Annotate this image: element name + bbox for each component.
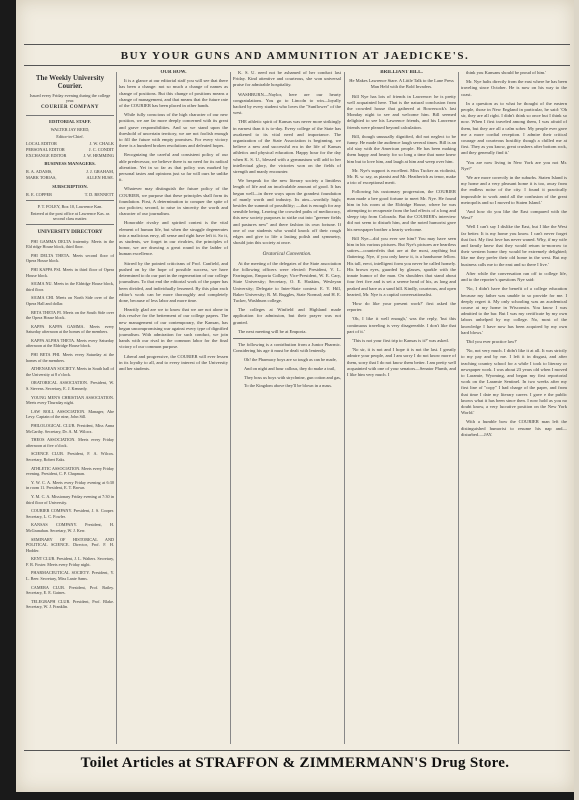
- staff-person: ALLEN HUSE.: [86, 174, 114, 180]
- poem-intro: The following is a contribution from a Junior Pharmic. Considering his age it must be dealt with leniently.: [233, 341, 341, 354]
- paragraph: 'No, not very much. I didn't like it at all. It was strictly to my pay and by me. I left it in disgust, and after teaching country school for a while I took to literary or newspaper work. I was about 23 years old when I moved to Laramie, Wyoming, and began my first reportorial work on the Laramie Sentinel. In two weeks after my first line of "copy" I had charge of the paper, and from that time I date my literary career. I gave e the public knows what it has been since then. I now hold as you no doubt know, a very lucrative position on the New York World.': [461, 348, 567, 416]
- directory-item: PHI KAPPA PSI. Meets in third floor of Opera House block.: [26, 266, 114, 278]
- paragraph: 'And how do you like the East compared with the West?': [461, 209, 567, 221]
- column-masthead: [26, 70, 114, 750]
- directory-item: TELEGRAPH CLUB. President, Prof. Blake. Secretary, W. J. Franklin.: [26, 598, 114, 610]
- page-edge: [574, 0, 579, 800]
- paragraph: Stirred by the pointed criticisms of Prof. Canfield, and pushed on by the hope of possible success, we have determined to do our part in the regeneration of our college journalism. To that end the editorial work of the paper has been divided, and individually lessened. By this plan each editor's work can be more thoroughly and completely done, because of less labor and more time.: [119, 260, 228, 303]
- staff-person: J. W. CHALK: [89, 141, 114, 147]
- directory-item: ATHENAEAN SOCIETY. Meets in South hall of the University at 8 o'clock.: [26, 366, 114, 377]
- paragraph: 'Oh, I like it well enough,' was the reply, 'but this continuous traveling is very disagreeable. I don't like that part of it.': [347, 316, 456, 334]
- directory-item: ORATORICAL ASSOCIATION. President, W. S. Stevens. Secretary, E. J. Kennedy.: [26, 380, 114, 392]
- directory-item: KENT CLUB. President, J. L. Walters. Secretary, F. R. Foster. Meets every Friday night.: [26, 556, 114, 567]
- paragraph: We bespeak for the new literary society a limitless length of life and an incalculable amount of good. It has begun well—in three ways upon the grandest foundation of manly worth and industry. Its aim—worthily high; besides the summit of possibility; —that is enough for any sensible being. Leaving the crowded paths of mediocracy, this new society purposes to strike out into "greener fields and pastures new" and there fashion its own fortune. If one of our students who would knock off their rough edges and give to life a lasting polish and symmetry, should join this society at once.: [233, 178, 341, 246]
- column-rule: [116, 72, 117, 744]
- directory-item: LAW ROLL ASSOCIATION. Manager, Abe Levy. Captain of the nine, John Sill.: [26, 408, 114, 420]
- staff-role: EXCHANGE EDITOR: [26, 152, 67, 158]
- divider: [233, 338, 341, 339]
- paragraph: WASHBURN—Naylor, here are our hearty congratulations. You go to Lincoln to win—loyally backed by every student who loves the "Sunflower" of the west.: [233, 91, 341, 116]
- directory-item: COURIER COMPANY. President, J. S. Cooper. Secretary, L. C. Fowler.: [26, 508, 114, 519]
- paragraph: It is a glance at our editorial staff you will see that there has been a change: not so much a change of names as change of positions. But this change of positions means a change of management, and that means that the future rate of the COURIER has been placed in other hands.: [119, 78, 228, 109]
- paragraph: Bill, though unusually dignified, did not neglect to be funny. He made the audience laugh several times. Bill is an old stay with the American people. He has been making them happy and hearty for so long a time that none knew him but to love him, and laugh at him and weep over him.: [347, 133, 456, 164]
- directory-item: KAPPA ALPHA THETA. Meets every Saturday afternoon at the Eldridge House block.: [26, 337, 114, 349]
- paragraph: Whatever may distinguish the future policy of the COURIER, we purpose that these principles shall form its foundation. First, A determination to conquer the spite of our policies; second, to raise in sincerity the worth and character of our journalism.: [119, 186, 228, 217]
- issue-line: Issued every Friday evening during the college year.: [29, 93, 111, 103]
- convention-heading: Oratorical Convention.: [262, 251, 312, 258]
- staff-role: LOCAL EDITOR: [26, 141, 57, 147]
- business-heading: BUSINESS MANAGERS.: [44, 161, 96, 167]
- divider: [26, 115, 114, 116]
- column-rule: [458, 72, 459, 744]
- paragraph: Bill Nye has lots of friends in Lawrence: he is pretty well acquainted here. That is the natural conclusion from the crowded house that gathered at Bowersock's last Monday night to see and welcome him. Bill seemed delighted to see his Lawrence friends, and his Lawrence friends were pleased beyond calculation.: [347, 93, 456, 130]
- directory-item: KANSAS COMPANY. President, H. McGranahan. Secretary, W. J. Kerr.: [26, 522, 114, 533]
- paragraph: Mr. Nye's support is excellent. Miss Tucker as violinist, Mr. B. w. say, as pianist and Mr. Heatherich as tenor, make a trio of exceptional merit.: [347, 167, 456, 186]
- paragraph: Following his customary progression, the COURIER man made a bee good fortune to meet Mr. Nye. He found him in his room at the Eldridge House, where he was attempting to recuperate from the bad effects of a long and sleepy trip from Colorado. But the COURIER's interview did not seem to disturb him, and the noted humorist gave his newspaper brother a hearty welcome.: [347, 189, 456, 232]
- masthead-title: The Weekly University Courier.: [35, 74, 105, 90]
- directory-item: PHILOLOGICAL CLUB. President, Miss Anna McCarthy. Secretary, Dr. A. M. Wilcox.: [26, 423, 114, 434]
- directory-heading: UNIVERSITY DIRECTORY: [37, 229, 103, 236]
- paragraph: With a humble bow the COURIER man left the distinguished humorist to resume his nap and—disturbed.—JAY.: [461, 419, 567, 437]
- directory-item: PHI DELTA THETA. Meets second floor of Opera House block.: [26, 252, 114, 264]
- directory-item: YOUNG MEN'S CHRISTIAN ASSOCIATION. Meets every Thursday night.: [26, 394, 114, 406]
- paragraph: After while the conversation ran off to college life, and to the reporter's questions Nye said:: [461, 270, 567, 283]
- staff-list: [26, 141, 114, 158]
- directory-item: PHI GAMMA DELTA fraternity. Meets in the Eld ridge House block, third floor.: [26, 238, 114, 250]
- staff-person: J. J. GRAHAM,: [86, 169, 114, 175]
- article-heading: BRILLIANT BILL.: [380, 70, 423, 75]
- top-banner-ad: BUY YOUR GUNS AND AMMUNITION AT JAEDICKE'S.: [120, 50, 470, 62]
- paragraph: Heartily glad are we to know that we are not alone in this resolve for the betterment of our college papers. The new management of our contemporary, the Kansan, has begun uncompromising war against every type of dignified journalism. With admiration for such conduct, we join hands with our rival in the common labor for the final victory of our common purpose.: [119, 307, 228, 350]
- article-subheading: He Makes Lawrence Stare. A Little Talk to the Lane Press Man Held with the Bold Invaders.: [349, 78, 454, 90]
- staff-person: MARK TOBIAS,: [26, 174, 57, 180]
- paragraph: 'We are more correctly in the suburbs. Staten Island is my home and a very pleasant home it is too, away from the endless noise of the city. I found it practically impossible to work amid all the confusion of the great metropolis and so I moved to Staten Island.': [461, 175, 567, 205]
- directory-item: CAMERA CLUB. President, Prof. Bailey. Secretary, E. E. Gaines.: [26, 584, 114, 596]
- directory-item: Y. W. C. A. Meets every Friday evening at 6:30 in room 11. President, E. T. Brown.: [26, 479, 114, 491]
- paragraph: The next meeting will be at Emporia.: [238, 328, 307, 334]
- directory-list: [26, 239, 114, 610]
- staff-person: J. W. HEMMING: [83, 152, 114, 158]
- directory-item: KAPPA KAPPA GAMMA. Meets every Saturday afternoon at the homes of the members.: [26, 323, 114, 335]
- poem-line: Oh! the Pharmacy boys are so tough as can be made,: [244, 357, 337, 363]
- staff-person: J. C. CONDIT: [88, 147, 114, 152]
- staff-role: PERSONAL EDITOR: [26, 147, 65, 152]
- directory-item: SEMINARY OF HISTORICAL AND POLITICAL SCIENCE. Director, Prof. F. H. Hodder.: [26, 536, 114, 553]
- paragraph: 'No, I didn't have the benefit of a college education because my father was unable to so provide for me. I deeply regret it. My only schooling was an academical course at my home in Wisconsin. You know I was admitted to the bar. But I was my certificate by my own labors unhelped by my college. No, most of the knowledge I have now has been acquired by my own hard blows.': [461, 286, 567, 335]
- column-article-continued: [461, 70, 567, 750]
- column-rule: [344, 72, 345, 744]
- staff-row: [26, 175, 114, 181]
- subscription-heading: SUBSCRIPTION.: [52, 183, 88, 189]
- paragraph: 'How do like your present work?' first asked the reporter.: [347, 300, 456, 313]
- column-editorial: [119, 70, 228, 750]
- staff-heading: EDITORIAL STAFF.: [48, 119, 92, 125]
- paragraph: 'Well I can't say I dislike the East, but I like the West far better. It is my home you know. I can't never forget that fact. My first love has never waned. Why, if my wife and family knew that they would return to-morrow to their western home they would be extremely delighted; like me they prefer their old home in the west. But my business calls me to the east and so there I live.': [461, 224, 567, 267]
- paragraph: Mr. Nye halts directly from the east where he has been traveling since October. He is now on his way to the coast.: [461, 79, 567, 97]
- top-rule-lower: [24, 65, 570, 66]
- paragraph: The colleges at Winfield and Highland made application for admission, but their prayer was not granted.: [233, 307, 341, 325]
- postoffice-line: P. T. FOLEY, Box 10, Lawrence Kan.: [37, 204, 103, 210]
- column-article: [347, 70, 456, 750]
- paragraph: think you Kansans should be proud of him.': [466, 70, 547, 75]
- paragraph: 'This is not your first trip to Kansas is it?' was asked.: [352, 337, 449, 343]
- directory-item: SIGMA CHI. Meets on North Side over of the Opera Hall and dollar.: [26, 295, 114, 306]
- bottom-banner-ad: Toilet Articles at STRAFFON & ZIMMERMANN'S Drug Store.: [80, 755, 510, 771]
- entered-line: Entered at the post office at Lawrence Kas. as second class matter.: [30, 211, 110, 222]
- staff-person: R. A. ADAMS,: [26, 169, 53, 175]
- staff-row: [26, 153, 114, 159]
- bottom-rule: [24, 750, 570, 751]
- paragraph: THE athletic spirit of Kansas was never more strikingly in earnest than it is to-day. Every college of the State has awakened to its vital need and importance. The organization of the State Association is beginning, we believe a new and successful era in the life of Kansas athletics and physical education. Happy hour for the day when K. S. U., blessed with a gymnasium will add to her intellectual glory, the victories won on the fields of strength and manly encounter.: [233, 119, 341, 175]
- paragraph: Recognizing the careful and consistent policy of our able predecessor, we believe there is no need for its radical alteration. Yet in so far as that policy was marked by personal tastes and opinions just so far will ours be unlike it.: [119, 152, 228, 183]
- poem-line: To the Kingdom above they'll be blown in a mass.: [244, 383, 333, 389]
- top-rule: [24, 44, 570, 45]
- column-editorial-2: [233, 70, 341, 750]
- directory-item: SCIENCE CLUB. President, F. A. Wilcox. Secretary, Robert Eaks.: [26, 451, 114, 462]
- paragraph: 'Did you ever practice law?': [466, 338, 518, 344]
- directory-item: ATHLETIC ASSOCIATION. Meets every Friday evening. President, C. P. Chapman.: [26, 465, 114, 477]
- paragraph: 'No sir, it is not and I hope it is not the last. I greatly admire your people, and I am sorry I do not know more of them, sorry that I do not know them better. I am pretty well acquainted with one of your senators—Senator Plumb, and I like him very much. I: [347, 347, 456, 377]
- poem-line: And on night and hour callous, they do make a trail,: [244, 365, 336, 371]
- column-rule: [230, 72, 231, 744]
- directory-item: PHI BETA PHI. Meets every Saturday at the homes of the members.: [26, 352, 114, 363]
- staff-person: R. E. COPPER: [26, 191, 53, 197]
- editor-role: Editor-in-Chief.: [56, 134, 84, 140]
- staff-row: [26, 192, 114, 198]
- directory-item: Y. M. C. A. Missionary Friday evening at 7:30 in third floor of University.: [26, 493, 114, 505]
- staff-person: T. D. BENNETT: [84, 191, 114, 197]
- editorial-heading: OUR HOW.: [160, 70, 187, 75]
- directory-item: THEOS ASSOCIATION. Meets every Friday afternoon at five o'clock.: [26, 437, 114, 448]
- editor-name: WALTER JAY REED,: [50, 127, 90, 133]
- divider: [26, 224, 114, 225]
- paragraph: In a question as to what he thought of the eastern people, those in New England in particular, he said: 'Oh sir, they are all right. I didn't think so once but I think so now. When I first traveled among them, I was afraid of them, but they are all a calm sober. My people ever gave me a more cordial reception. I admire their critical courage and courteous hostility though a chilled me at first. They as you know, great crushers after bottom rock, and they generally find it.': [461, 100, 567, 156]
- paragraph: K. S. U. need not be ashamed of her conduct last Friday. Kind attentive and courteous, she won universal praise for admirable hospitality.: [233, 70, 341, 88]
- directory-item: PHARMACEUTICAL SOCIETY. President, Y. L. Beer. Secretary, Miss Lanie Sams.: [26, 570, 114, 582]
- paragraph: Liberal and progressive, the COURIER will ever lessen in its loyalty to all, and to every interest of the University and her students.: [119, 353, 228, 371]
- paragraph: 'You are now living in New York are you not Mr. Nye?': [461, 159, 567, 171]
- poem-line: They boss us boys with strychnine, gun cotton and gas,: [244, 374, 341, 380]
- publisher: COURIER COMPANY: [40, 105, 100, 110]
- directory-item: BETA THETA PI. Meets on the South Side over the Opera House block.: [26, 309, 114, 321]
- directory-item: SIGMA NU. Meets in the Eldridge House block, third floor.: [26, 281, 114, 292]
- paragraph: Bill Nye—did you ever see him? You may have seen him in his various pictures. But Nye's pictures are heartless satires—counterfeits that are at the most, anything but flattering. Nye, if you only knew it, is a handsome fellow. His tall, erect, intelligent form you never be called homely. His brown eyes, guarded by glasses, sparkle with the innate humor of the man. On shoulders that stand about four feet five and is set a serene head of his, as long and peaked and bare as a sand hill. Kindly, courteous, and open hearted, Mr. Nye is a capital conversationalist.: [347, 235, 456, 297]
- paragraph: Honorable rivalry and spirited contest is the vital element of human life, but when the struggle degenerates into a malicious envy, all sense and right have left it. So it, as students, we forget in our rivalries, the principles of honor, we are drawing a great round in the ladder of human excellence.: [119, 220, 228, 257]
- paragraph: At the meeting of the delegates of the State association the following officers were elected: President, V. L. Farrington, Emporia College; Vice-President, W. E. Cary, State University; Secretary, O. E. Haskins, Wesleyan University; Delegate to Inter-State contest: E. Y. Hill, Baker University; R. M. Ruggles, State Normal; and H. E. Tucker, Washburn college.: [233, 260, 341, 303]
- paragraph: While fully conscious of the high character of our new position, we are far more deeply concerned with its great and grave responsibilities. And so we stand upon the threshold of uncertain territory, we are not foolish enough to fill the future with empty promises. For every victory there is a hundred broken resolutions and defeated hopes.: [119, 112, 228, 149]
- divider: [26, 200, 114, 201]
